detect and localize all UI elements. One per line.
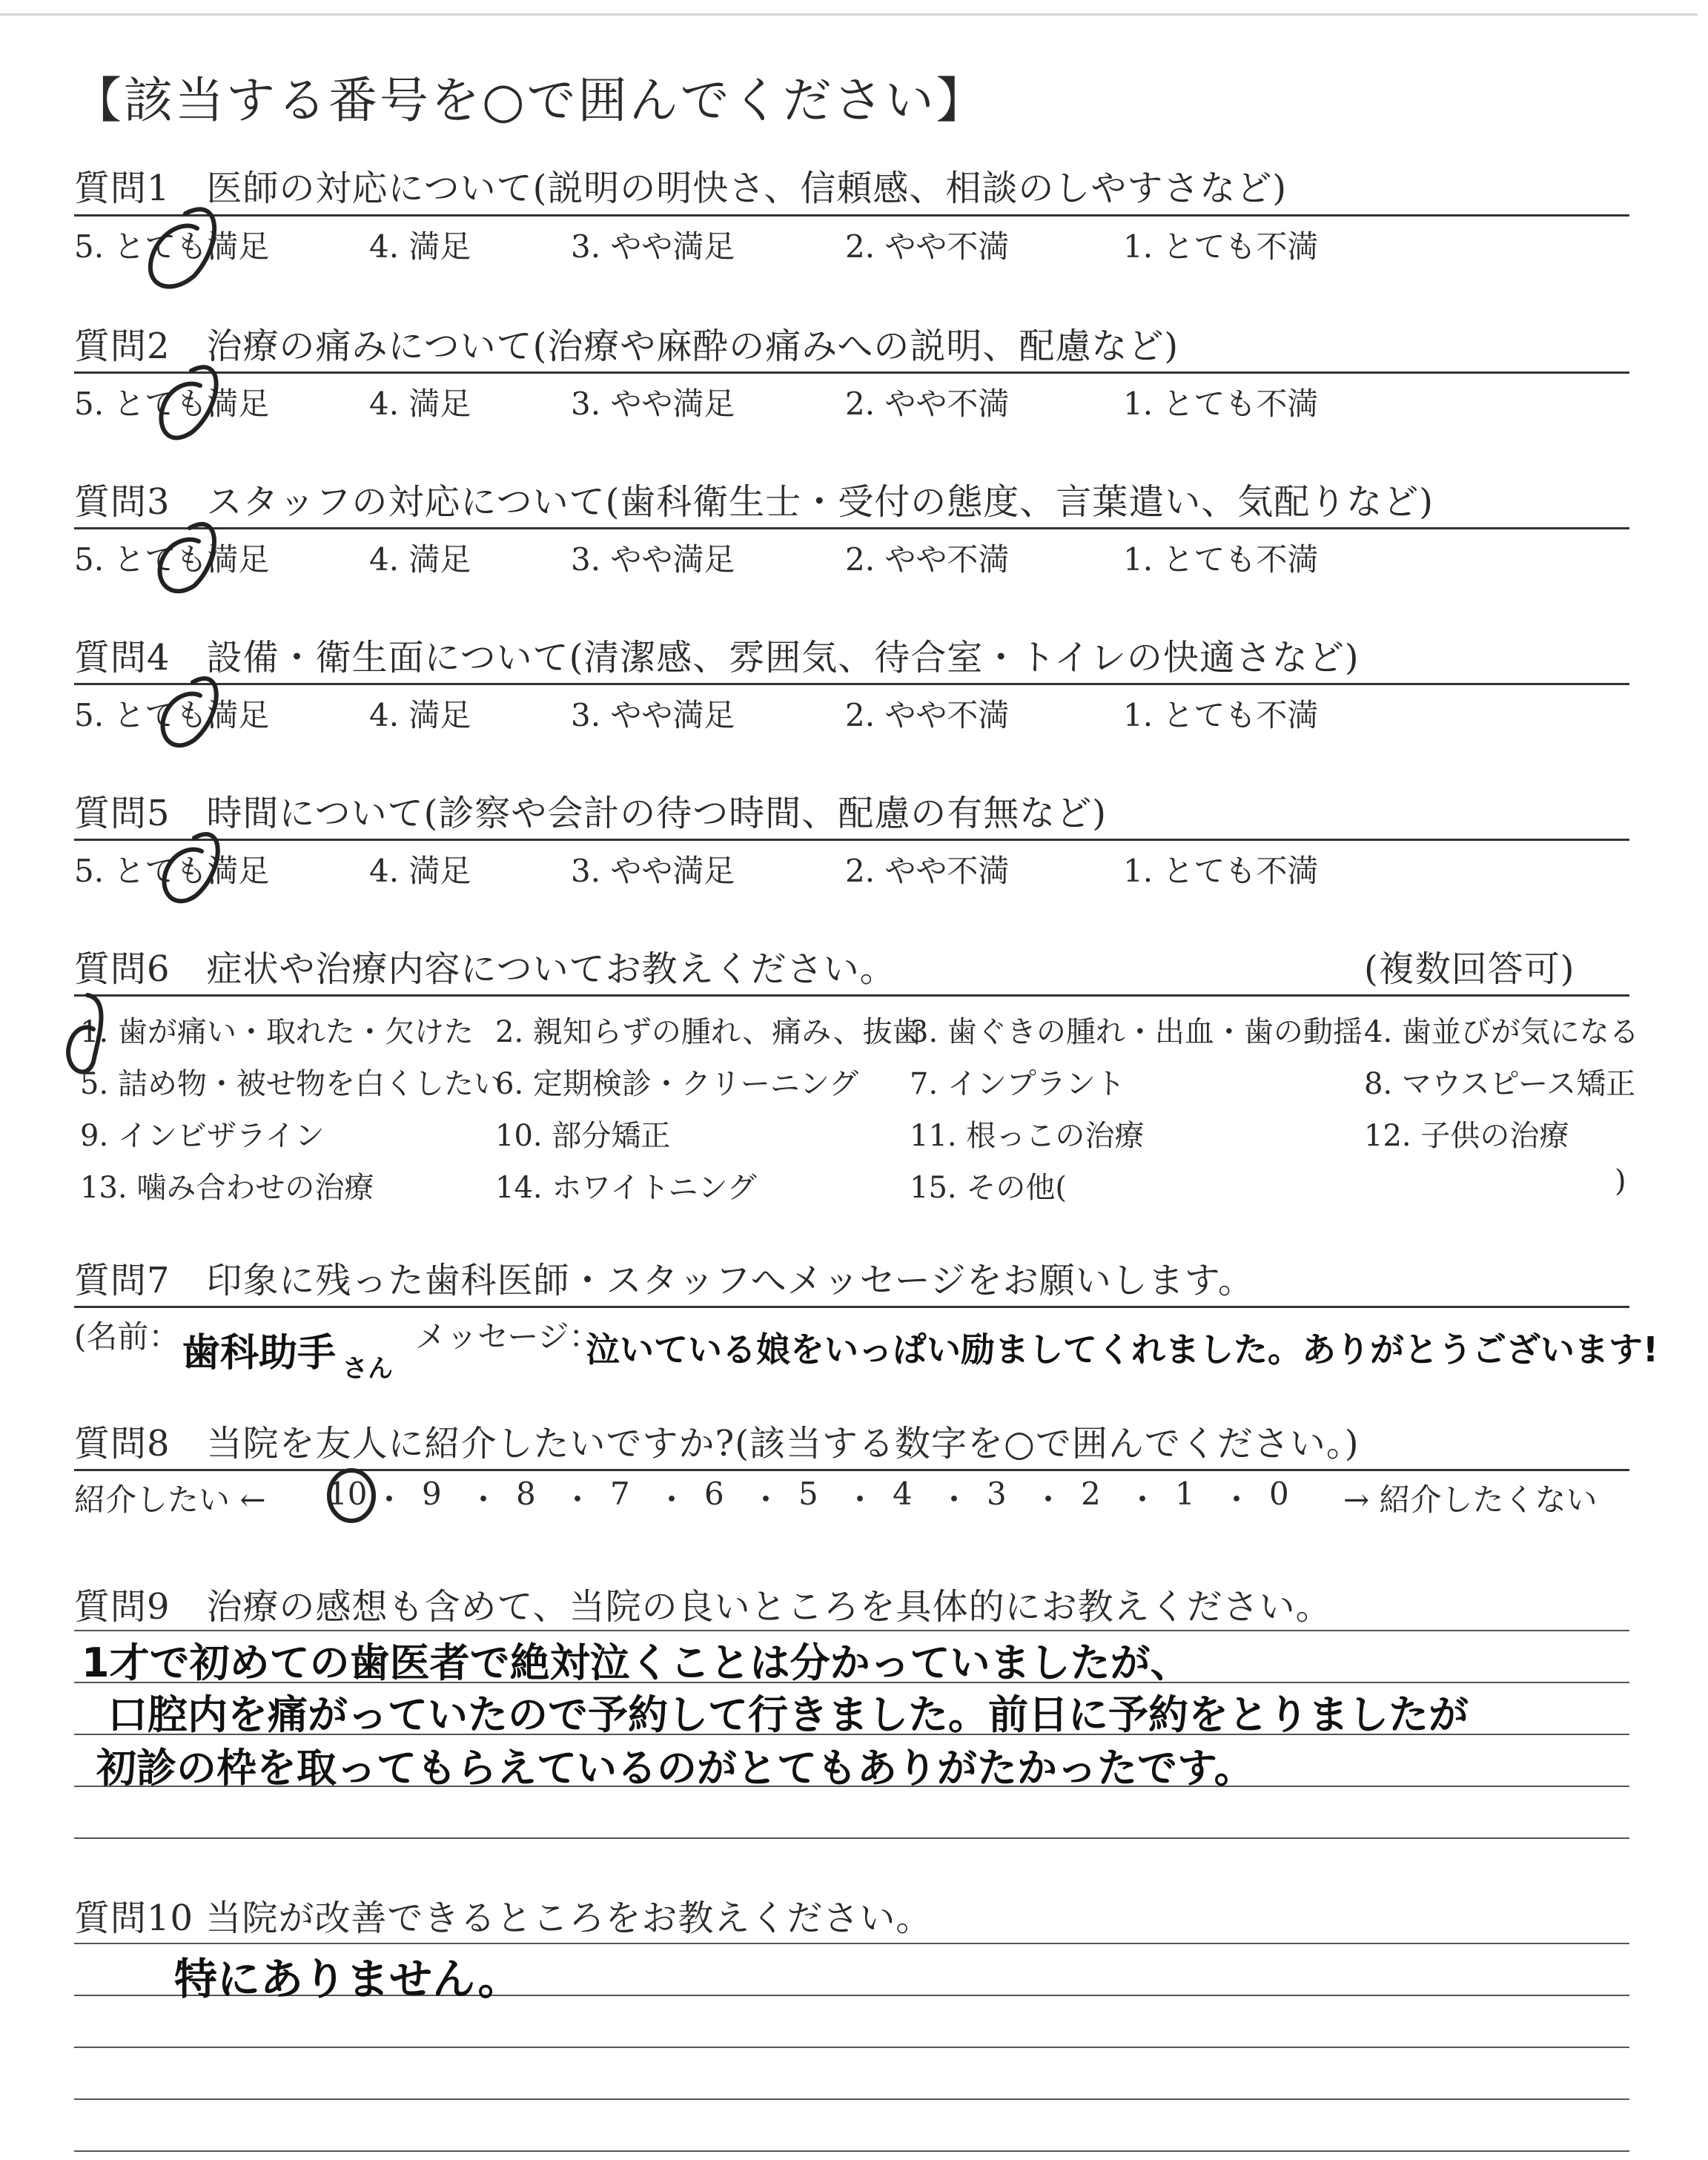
q1-option-2[interactable]: 2. やや不満 — [845, 228, 1010, 265]
q7-name-label: (名前： — [74, 1318, 180, 1355]
q8-scale-separator: ・ — [939, 1482, 970, 1518]
q8-scale-value-0[interactable]: 0 — [1269, 1476, 1289, 1512]
q7-message-label: メッセージ： — [415, 1318, 600, 1355]
q1-selection-circle — [150, 209, 214, 286]
q5-option-3[interactable]: 3. やや満足 — [571, 853, 735, 889]
q2-option-3[interactable]: 3. やや満足 — [571, 386, 735, 422]
q4-option-2[interactable]: 2. やや不満 — [845, 697, 1010, 733]
q9-answer-line-3: 初診の枠を取ってもらえているのがとてもありがたかったです。 — [96, 1745, 1254, 1791]
question-2-title: 質問2 治療の痛みについて(治療や麻酔の痛みへの説明、配慮など) — [74, 326, 1179, 367]
q8-scale-separator: ・ — [1221, 1482, 1253, 1518]
q3-option-2[interactable]: 2. やや不満 — [845, 541, 1010, 578]
q8-scale-value-10[interactable]: 10 — [328, 1476, 368, 1512]
q2-option-4[interactable]: 4. 満足 — [369, 386, 471, 422]
q8-scale-value-5[interactable]: 5 — [798, 1476, 818, 1512]
q3-option-1[interactable]: 1. とても不満 — [1123, 541, 1319, 578]
q8-scale-separator: ・ — [656, 1482, 688, 1518]
q3-option-4[interactable]: 4. 満足 — [369, 541, 471, 578]
q8-scale-value-1[interactable]: 1 — [1175, 1476, 1195, 1512]
question-5-title: 質問5 時間について(診察や会計の待つ時間、配慮の有無など) — [74, 793, 1108, 834]
q8-scale-value-7[interactable]: 7 — [610, 1476, 630, 1512]
q8-scale-separator: ・ — [374, 1482, 406, 1518]
q2-option-2[interactable]: 2. やや不満 — [845, 386, 1010, 422]
question-3-title: 質問3 スタッフの対応について(歯科衛生士・受付の態度、言葉遣い、気配りなど) — [74, 481, 1434, 523]
q6-other-close-paren: ) — [1615, 1164, 1626, 1198]
q6-option-1[interactable]: 1. 歯が痛い・取れた・欠けた — [80, 1015, 474, 1049]
q1-option-5[interactable]: 5. とても満足 — [74, 228, 270, 265]
q8-right-label: → 紹介したくない — [1343, 1482, 1598, 1518]
q6-option-14[interactable]: 14. ホワイトニング — [495, 1171, 757, 1205]
q6-option-5[interactable]: 5. 詰め物・被せ物を白くしたい — [80, 1067, 503, 1101]
question-8-title: 質問8 当院を友人に紹介したいですか?(該当する数字を○で囲んでください。) — [74, 1423, 1360, 1464]
q8-scale-separator: ・ — [1127, 1482, 1159, 1518]
q8-scale-separator: ・ — [1033, 1482, 1065, 1518]
q5-option-5[interactable]: 5. とても満足 — [74, 853, 270, 889]
q8-selection-circle — [329, 1470, 374, 1521]
question-6-title: 質問6 症状や治療内容についてお教えください。 — [74, 948, 896, 990]
q3-option-3[interactable]: 3. やや満足 — [571, 541, 735, 578]
q7-message-handwritten: 泣いている娘をいっぱい励ましてくれました。ありがとうございます! — [586, 1330, 1658, 1370]
q4-option-5[interactable]: 5. とても満足 — [74, 697, 270, 733]
q8-scale-value-2[interactable]: 2 — [1081, 1476, 1101, 1512]
q4-option-4[interactable]: 4. 満足 — [369, 697, 471, 733]
q6-option-11[interactable]: 11. 根っこの治療 — [910, 1119, 1145, 1153]
q7-name-suffix-handwritten: さん — [342, 1354, 393, 1384]
q6-option-10[interactable]: 10. 部分矯正 — [495, 1119, 671, 1153]
q6-option-15[interactable]: 15. その他( — [910, 1171, 1067, 1205]
q6-option-7[interactable]: 7. インプラント — [910, 1067, 1125, 1101]
q3-option-5[interactable]: 5. とても満足 — [74, 541, 270, 578]
q2-selection-circle — [161, 367, 216, 437]
q8-scale-value-4[interactable]: 4 — [893, 1476, 913, 1512]
q8-scale-value-8[interactable]: 8 — [516, 1476, 536, 1512]
q9-answer-line-1: 1才で初めての歯医者で絶対泣くことは分かっていましたが、 — [82, 1639, 1191, 1686]
page-heading: 【該当する番号を○で囲んでください】 — [73, 72, 987, 129]
q1-option-1[interactable]: 1. とても不満 — [1123, 228, 1319, 265]
q8-scale-value-6[interactable]: 6 — [704, 1476, 724, 1512]
q5-option-2[interactable]: 2. やや不満 — [845, 853, 1010, 889]
question-1-title: 質問1 医師の対応について(説明の明快さ、信頼感、相談のしやすさなど) — [74, 168, 1288, 209]
q10-answer-line-1: 特にありません。 — [174, 1954, 521, 2004]
q1-option-3[interactable]: 3. やや満足 — [571, 228, 735, 265]
q6-option-3[interactable]: 3. 歯ぐきの腫れ・出血・歯の動揺 — [910, 1015, 1363, 1049]
q8-scale-separator: ・ — [562, 1482, 594, 1518]
q2-option-1[interactable]: 1. とても不満 — [1123, 386, 1319, 422]
q8-scale-value-3[interactable]: 3 — [987, 1476, 1007, 1512]
q6-option-8[interactable]: 8. マウスピース矯正 — [1364, 1067, 1636, 1101]
q6-option-2[interactable]: 2. 親知らずの腫れ、痛み、抜歯 — [495, 1015, 922, 1049]
q8-scale-separator: ・ — [750, 1482, 782, 1518]
q5-option-1[interactable]: 1. とても不満 — [1123, 853, 1319, 889]
q6-option-4[interactable]: 4. 歯並びが気になる — [1364, 1015, 1639, 1049]
question-7-title: 質問7 印象に残った歯科医師・スタッフへメッセージをお願いします。 — [74, 1260, 1254, 1301]
question-9-title: 質問9 治療の感想も含めて、当院の良いところを具体的にお教えください。 — [74, 1586, 1332, 1628]
q6-option-12[interactable]: 12. 子供の治療 — [1364, 1119, 1569, 1153]
question-10-title: 質問10 当院が改善できるところをお教えください。 — [74, 1898, 933, 1939]
q9-answer-line-2: 口腔内を痛がっていたので予約して行きました。前日に予約をとりましたが — [107, 1691, 1469, 1738]
q4-option-3[interactable]: 3. やや満足 — [571, 697, 735, 733]
q4-option-1[interactable]: 1. とても不満 — [1123, 697, 1319, 733]
q8-scale-separator: ・ — [844, 1482, 876, 1518]
q7-name-handwritten: 歯科助手 — [182, 1331, 337, 1375]
q6-option-9[interactable]: 9. インビザライン — [80, 1119, 325, 1153]
q5-selection-circle — [164, 834, 217, 901]
q8-scale-value-9[interactable]: 9 — [422, 1476, 442, 1512]
q8-scale-separator: ・ — [468, 1482, 500, 1518]
q3-selection-circle — [160, 524, 214, 591]
q6-option-13[interactable]: 13. 噛み合わせの治療 — [80, 1171, 374, 1205]
q1-option-4[interactable]: 4. 満足 — [369, 228, 471, 265]
question-4-title: 質問4 設備・衛生面について(清潔感、雰囲気、待合室・トイレの快適さなど) — [74, 637, 1360, 678]
q2-option-5[interactable]: 5. とても満足 — [74, 386, 270, 422]
q4-selection-circle — [162, 678, 216, 745]
q6-selection-circle — [68, 995, 101, 1072]
question-6-note: (複数回答可) — [1364, 948, 1575, 990]
q5-option-4[interactable]: 4. 満足 — [369, 853, 471, 889]
q6-option-6[interactable]: 6. 定期検診・クリーニング — [495, 1067, 859, 1101]
q8-left-label: 紹介したい ← — [74, 1482, 266, 1518]
